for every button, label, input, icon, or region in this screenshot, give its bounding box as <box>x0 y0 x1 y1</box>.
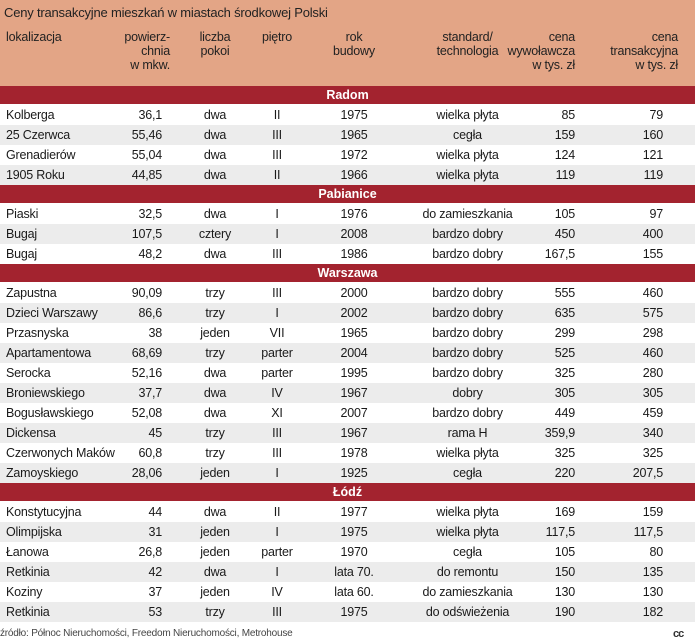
cell-lok: Piaski <box>6 207 39 221</box>
cell-wyw: 85 <box>561 108 575 122</box>
section-header-city: Warszawa <box>0 264 695 282</box>
cell-wyw: 555 <box>554 286 575 300</box>
column-header-line: chnia <box>141 44 170 58</box>
table-row <box>0 562 695 582</box>
cell-pie: I <box>275 306 279 320</box>
column-header-line: w tys. zł <box>532 58 575 72</box>
column-header-line: transakcyjna <box>610 44 678 58</box>
cell-lok: Koziny <box>6 585 43 599</box>
cell-pok: dwa <box>203 247 227 261</box>
cell-tra: 79 <box>649 108 663 122</box>
cell-wyw: 450 <box>554 227 575 241</box>
cell-std: wielka płyta <box>436 108 499 122</box>
cell-wyw: 359,9 <box>544 426 575 440</box>
cell-tra: 80 <box>649 545 663 559</box>
column-header-line: w mkw. <box>130 58 170 72</box>
cell-std: bardzo dobry <box>432 366 503 380</box>
column-header-line: budowy <box>333 44 375 58</box>
cell-std: bardzo dobry <box>432 326 503 340</box>
cell-std: do remontu <box>436 565 499 579</box>
cell-pok: dwa <box>203 207 227 221</box>
cell-pok: trzy <box>205 346 225 360</box>
cell-pie: I <box>275 565 279 579</box>
cell-pok: trzy <box>205 426 225 440</box>
cell-wyw: 117,5 <box>545 525 575 539</box>
cell-rok: 2004 <box>340 346 368 360</box>
cell-pow: 32,5 <box>138 207 162 221</box>
cell-tra: 119 <box>643 168 663 182</box>
cell-wyw: 325 <box>554 366 575 380</box>
cell-lok: 1905 Roku <box>6 168 65 182</box>
cell-pie: I <box>275 466 279 480</box>
cell-tra: 575 <box>642 306 663 320</box>
cell-tra: 340 <box>642 426 663 440</box>
column-header-line: technologia <box>436 44 499 58</box>
table-row <box>0 582 695 602</box>
cell-pow: 52,16 <box>131 366 162 380</box>
table-row <box>0 423 695 443</box>
source-note: źródło: Północ Nieruchomości, Freedom Nieruchomości, Metrohouse <box>0 628 293 639</box>
cell-rok: lata 60. <box>334 585 374 599</box>
cell-pie: I <box>275 227 279 241</box>
column-header-line: cena <box>548 30 575 44</box>
column-header-line: cena <box>651 30 678 44</box>
cell-pok: dwa <box>203 168 227 182</box>
cell-rok: 2002 <box>340 306 368 320</box>
cell-pok: dwa <box>203 406 227 420</box>
cell-lok: Zamoyskiego <box>6 466 79 480</box>
cell-pow: 53 <box>148 605 162 619</box>
cell-pok: trzy <box>205 306 225 320</box>
cell-pow: 37,7 <box>138 386 162 400</box>
cell-std: cegła <box>453 466 482 480</box>
cell-lok: Łanowa <box>6 545 49 559</box>
cell-tra: 117,5 <box>633 525 663 539</box>
cell-pow: 44 <box>148 505 162 519</box>
cell-pok: trzy <box>205 286 225 300</box>
cell-pie: II <box>273 108 281 122</box>
cell-wyw: 150 <box>554 565 575 579</box>
cell-tra: 298 <box>642 326 663 340</box>
table-row <box>0 105 695 125</box>
cell-rok: 1975 <box>340 108 368 122</box>
cell-wyw: 190 <box>554 605 575 619</box>
cell-rok: lata 70. <box>334 565 374 579</box>
column-header-line: w tys. zł <box>635 58 678 72</box>
cell-lok: Serocka <box>6 366 51 380</box>
cell-pow: 31 <box>148 525 162 539</box>
cell-rok: 2008 <box>340 227 368 241</box>
cell-pie: II <box>273 168 281 182</box>
cell-pok: jeden <box>200 326 230 340</box>
cell-lok: Kolberga <box>6 108 55 122</box>
section-header-city: Pabianice <box>0 185 695 203</box>
cell-tra: 325 <box>642 446 663 460</box>
cell-std: do zamieszkania <box>422 207 513 221</box>
cell-std: wielka płyta <box>436 505 499 519</box>
cell-pie: I <box>275 207 279 221</box>
cell-wyw: 130 <box>554 585 575 599</box>
cell-pow: 60,8 <box>138 446 162 460</box>
cell-std: bardzo dobry <box>432 286 503 300</box>
cell-rok: 1965 <box>340 128 368 142</box>
cell-rok: 1975 <box>340 525 368 539</box>
column-header-line: pokoi <box>200 44 230 58</box>
column-header-rok <box>315 30 393 58</box>
cell-pie: VII <box>269 326 285 340</box>
cell-pie: I <box>275 525 279 539</box>
cell-pok: dwa <box>203 148 227 162</box>
cell-tra: 459 <box>642 406 663 420</box>
cell-rok: 1925 <box>340 466 368 480</box>
table-title: Ceny transakcyjne mieszkań w miastach środkowej Polski <box>4 5 328 20</box>
cell-pok: dwa <box>203 386 227 400</box>
cell-pow: 37 <box>148 585 162 599</box>
cell-wyw: 105 <box>554 545 575 559</box>
column-header-cena_trans <box>580 30 678 72</box>
cell-pie: IV <box>271 585 283 599</box>
cell-tra: 130 <box>642 585 663 599</box>
column-header-cena_wyw <box>490 30 575 72</box>
cell-rok: 2007 <box>340 406 368 420</box>
table-row <box>0 224 695 244</box>
cell-std: bardzo dobry <box>432 306 503 320</box>
cell-lok: Zapustna <box>6 286 57 300</box>
table-row <box>0 244 695 264</box>
cell-rok: 2000 <box>340 286 368 300</box>
cell-pow: 36,1 <box>138 108 162 122</box>
column-header-line: liczba <box>199 30 231 44</box>
table-row <box>0 383 695 403</box>
creative-commons-icon: cc <box>673 628 684 640</box>
cell-std: dobry <box>452 386 483 400</box>
cell-lok: Konstytucyjna <box>6 505 82 519</box>
cell-std: bardzo dobry <box>432 406 503 420</box>
cell-pow: 26,8 <box>138 545 162 559</box>
table-row <box>0 602 695 622</box>
cell-std: do odświeżenia <box>425 605 510 619</box>
cell-pow: 107,5 <box>131 227 162 241</box>
table-row <box>0 542 695 562</box>
cell-tra: 207,5 <box>632 466 663 480</box>
cell-wyw: 635 <box>554 306 575 320</box>
cell-pok: cztery <box>198 227 232 241</box>
cell-lok: Broniewskiego <box>6 386 85 400</box>
cell-lok: Bugaj <box>6 247 37 261</box>
column-header-line: rok <box>345 30 363 44</box>
cell-wyw: 124 <box>554 148 575 162</box>
cell-std: wielka płyta <box>436 525 499 539</box>
cell-pow: 68,69 <box>131 346 162 360</box>
cell-rok: 1967 <box>340 386 368 400</box>
cell-std: bardzo dobry <box>432 346 503 360</box>
cell-pow: 28,06 <box>131 466 162 480</box>
cell-pok: trzy <box>205 446 225 460</box>
table-row <box>0 145 695 165</box>
cell-lok: Grenadierów <box>6 148 76 162</box>
cell-wyw: 105 <box>554 207 575 221</box>
table-row <box>0 463 695 483</box>
column-header-line: standard/ <box>442 30 493 44</box>
cell-pie: III <box>272 148 282 162</box>
cell-wyw: 449 <box>554 406 575 420</box>
cell-lok: Dickensa <box>6 426 56 440</box>
cell-tra: 460 <box>642 346 663 360</box>
table-row <box>0 522 695 542</box>
table-row <box>0 303 695 323</box>
table-row <box>0 363 695 383</box>
cell-rok: 1976 <box>340 207 368 221</box>
cell-std: wielka płyta <box>436 168 499 182</box>
cell-rok: 1975 <box>340 605 368 619</box>
cell-tra: 155 <box>642 247 663 261</box>
column-header-line: wywoławcza <box>507 44 575 58</box>
cell-rok: 1986 <box>340 247 368 261</box>
cell-rok: 1965 <box>340 326 368 340</box>
cell-wyw: 325 <box>554 446 575 460</box>
cell-lok: Apartamentowa <box>6 346 91 360</box>
cell-pie: IV <box>271 386 283 400</box>
cell-lok: 25 Czerwca <box>6 128 70 142</box>
cell-pow: 86,6 <box>138 306 162 320</box>
cell-pie: XI <box>271 406 283 420</box>
column-header-line: piętro <box>261 30 293 44</box>
cell-tra: 182 <box>642 605 663 619</box>
table-row <box>0 204 695 224</box>
cell-pie: III <box>272 247 282 261</box>
cell-tra: 305 <box>642 386 663 400</box>
cell-pow: 48,2 <box>138 247 162 261</box>
cell-std: do zamieszkania <box>422 585 513 599</box>
cell-tra: 121 <box>642 148 663 162</box>
cell-pie: parter <box>261 346 293 360</box>
table-header <box>0 0 695 86</box>
column-header-pokoje <box>180 30 250 58</box>
cell-wyw: 167,5 <box>544 247 575 261</box>
cell-pow: 55,04 <box>131 148 162 162</box>
table-row <box>0 165 695 185</box>
cell-pie: parter <box>261 545 293 559</box>
cell-std: bardzo dobry <box>432 227 503 241</box>
cell-pok: dwa <box>203 505 227 519</box>
cell-tra: 159 <box>642 505 663 519</box>
cell-pie: III <box>272 446 282 460</box>
cell-wyw: 220 <box>554 466 575 480</box>
cell-lok: Bogusławskiego <box>6 406 94 420</box>
column-header-pietro <box>245 30 309 44</box>
cell-pok: dwa <box>203 565 227 579</box>
cell-lok: Przasnyska <box>6 326 69 340</box>
cell-rok: 1995 <box>340 366 368 380</box>
cell-pie: III <box>272 286 282 300</box>
column-header-powierzchnia <box>100 30 170 72</box>
cell-pok: trzy <box>205 605 225 619</box>
cell-lok: Czerwonych Maków <box>6 446 115 460</box>
cell-rok: 1977 <box>340 505 368 519</box>
cell-rok: 1970 <box>340 545 368 559</box>
section-header-city: Łódź <box>0 483 695 501</box>
cell-pok: dwa <box>203 128 227 142</box>
cell-lok: Dzieci Warszawy <box>6 306 98 320</box>
cell-std: rama H <box>447 426 488 440</box>
cell-pow: 44,85 <box>131 168 162 182</box>
column-header-lokalizacja: lokalizacja <box>6 30 62 44</box>
cell-wyw: 119 <box>555 168 575 182</box>
table-row <box>0 343 695 363</box>
table-row <box>0 502 695 522</box>
cell-rok: 1967 <box>340 426 368 440</box>
cell-wyw: 525 <box>554 346 575 360</box>
cell-pow: 90,09 <box>131 286 162 300</box>
cell-pow: 42 <box>148 565 162 579</box>
cell-pok: jeden <box>200 525 230 539</box>
cell-pie: III <box>272 128 282 142</box>
cell-wyw: 169 <box>554 505 575 519</box>
cell-tra: 97 <box>649 207 663 221</box>
cell-std: cegła <box>453 545 482 559</box>
cell-std: wielka płyta <box>436 148 499 162</box>
cell-std: wielka płyta <box>436 446 499 460</box>
cell-pow: 38 <box>148 326 162 340</box>
cell-pok: dwa <box>203 366 227 380</box>
table-row <box>0 125 695 145</box>
cell-std: bardzo dobry <box>432 247 503 261</box>
section-header-city: Radom <box>0 86 695 104</box>
cell-std: cegła <box>453 128 482 142</box>
cell-tra: 400 <box>642 227 663 241</box>
cell-lok: Olimpijska <box>6 525 62 539</box>
cell-tra: 460 <box>642 286 663 300</box>
cell-pow: 52,08 <box>131 406 162 420</box>
cell-pok: dwa <box>203 108 227 122</box>
table-row <box>0 323 695 343</box>
cell-wyw: 305 <box>554 386 575 400</box>
cell-pow: 45 <box>148 426 162 440</box>
cell-pie: III <box>272 605 282 619</box>
cell-tra: 160 <box>642 128 663 142</box>
cell-pok: jeden <box>200 585 230 599</box>
cell-rok: 1978 <box>340 446 368 460</box>
cell-wyw: 299 <box>554 326 575 340</box>
table-row <box>0 283 695 303</box>
cell-tra: 135 <box>642 565 663 579</box>
cell-rok: 1966 <box>340 168 368 182</box>
table-row <box>0 443 695 463</box>
cell-tra: 280 <box>642 366 663 380</box>
cell-lok: Retkinia <box>6 605 50 619</box>
cell-pie: II <box>273 505 281 519</box>
cell-pok: jeden <box>200 466 230 480</box>
cell-pie: III <box>272 426 282 440</box>
column-header-line: powierz- <box>124 30 170 44</box>
cell-pie: parter <box>261 366 293 380</box>
cell-lok: Bugaj <box>6 227 37 241</box>
cell-wyw: 159 <box>554 128 575 142</box>
table-row <box>0 403 695 423</box>
cell-pow: 55,46 <box>131 128 162 142</box>
cell-rok: 1972 <box>340 148 368 162</box>
cell-pok: jeden <box>200 545 230 559</box>
cell-lok: Retkinia <box>6 565 50 579</box>
